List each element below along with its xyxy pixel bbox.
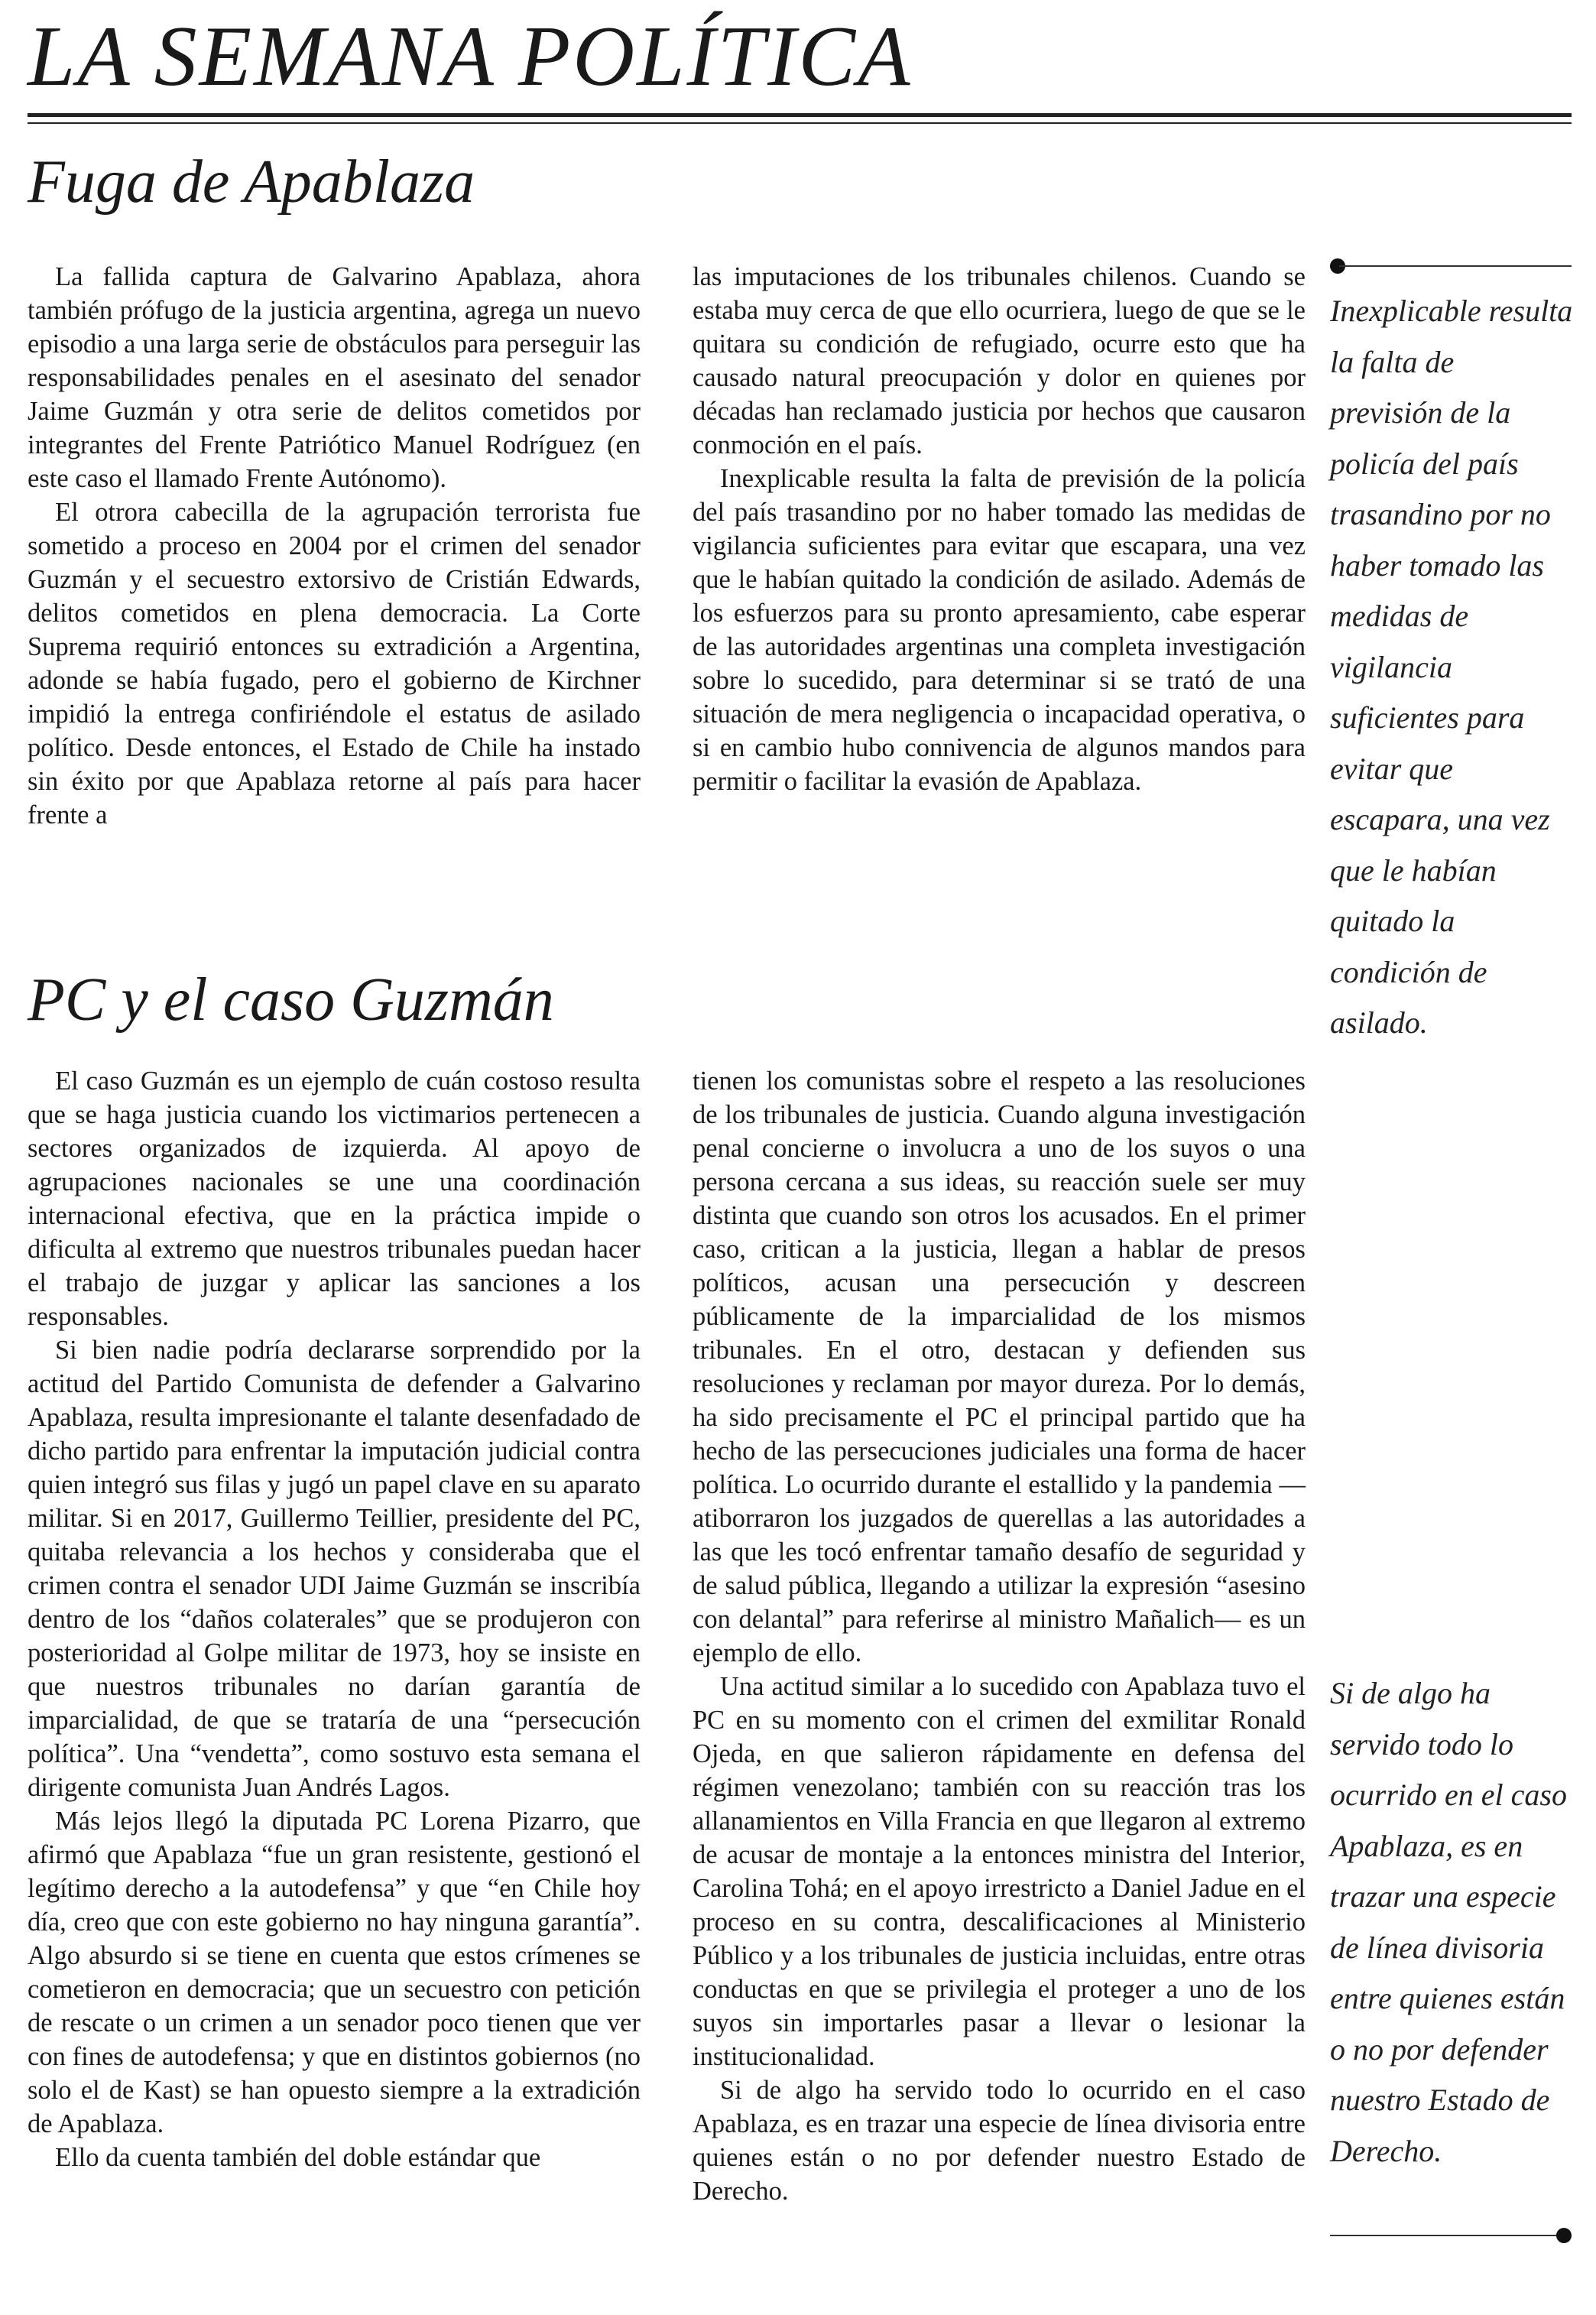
pullquote-2-text: Si de algo ha servido todo lo ocurrido en el caso Apablaza, es en trazar una especie de línea divisoria entre quienes están o no por defender nuestro Estado de Derecho. [1330, 1676, 1567, 2168]
section-title: LA SEMANA POLÍTICA [28, 9, 913, 104]
article2-paragraph: Ello da cuenta también del doble estándar que [55, 2143, 541, 2172]
article2-column-2 [693, 1064, 1306, 2208]
pullquote-bullet-icon [1556, 2228, 1572, 2243]
article2-paragraph: El caso Guzmán es un ejemplo de cuán costoso resulta que se haga justicia cuando los victimarios pertenecen a sectores organizados de izquierda. Al apoyo de agrupaciones nacionales se une una coordinación internacional efectiva, que en la práctica impide o dificulta al extremo que nuestros tribunales puedan hacer el trabajo de juzgar y aplicar las sanciones a los responsables. [28, 1067, 641, 1331]
article1-column-1 [28, 260, 641, 832]
pullquote-2 [1330, 1668, 1573, 2177]
pullquote-rule [1339, 265, 1572, 267]
pullquote-rule [1330, 2235, 1564, 2236]
article1-column-2 [693, 260, 1306, 798]
article2-paragraph: Si bien nadie podría declararse sorprendido por la actitud del Partido Comunista de defender a Galvarino Apablaza, resulta impresionante el talante desenfadado de dicho partido para enfrentar la imputación judicial contra quien integró sus filas y jugó un papel clave en su aparato militar. Si en 2017, Guillermo Teillier, presidente del PC, quitaba relevancia a los hechos y consideraba que el crimen contra el senador UDI Jaime Guzmán se inscribía dentro de los “daños colaterales” que se produjeron con posterioridad al Golpe militar de 1973, hoy se insiste en que nuestros tribunales no darían garantía de imparcialidad, de que se trataría de una “persecución política”. Una “vendetta”, como sostuvo esta semana el dirigente comunista Juan Andrés Lagos. [28, 1336, 641, 1802]
article2-paragraph: Si de algo ha servido todo lo ocurrido en el caso Apablaza, es en trazar una especie de línea divisoria entre quienes están o no por defender nuestro Estado de Derecho. [693, 2076, 1306, 2206]
article2-paragraph: tienen los comunistas sobre el respeto a las resoluciones de los tribunales de justicia. Cuando alguna investigación penal concierne o involucra a uno de los suyos o una persona cercana a sus ideas, su reacción suele ser muy distinta que cuando son otros los acusados. En el primer caso, critican a la justicia, llegan a hablar de presos políticos, acusan una persecución y descreen públicamente de la imparcialidad de los mismos tribunales. En el otro, destacan y defienden sus resoluciones y reclaman por mayor dureza. Por lo demás, ha sido precisamente el PC el principal partido que ha hecho de las persecuciones judiciales una forma de hacer política. Lo ocurrido durante el estallido y la pandemia —atiborraron los juzgados de querellas a las autoridades a las que les tocó enfrentar tamaño desafío de seguridad y de salud pública, llegando a utilizar la expresión “asesino con delantal” para referirse al ministro Mañalich— es un ejemplo de ello. [693, 1067, 1306, 1667]
article2-paragraph: Una actitud similar a lo sucedido con Apablaza tuvo el PC en su momento con el crimen del exmilitar Ronald Ojeda, en que salieron rápidamente en defensa del régimen venezolano; también con su reacción tras los allanamientos en Villa Francia en que llegaron al extremo de acusar de montaje a la entonces ministra del Interior, Carolina Tohá; en el apoyo irrestricto a Daniel Jadue en el proceso en su contra, descalificaciones al Ministerio Público y a los tribunales de justicia incluidas, entre otras conductas en que se privilegia el proteger a uno de los suyos sin importarles pasar a llevar o lesionar la institucionalidad. [693, 1672, 1306, 2071]
pullquote-1-text: Inexplicable resulta la falta de previsión de la policía del país trasandino por no haber tomado las medidas de vigilancia suficientes para evitar que escapara, una vez que le habían quitado la condición de asilado. [1330, 294, 1573, 1040]
article1-headline: Fuga de Apablaza [28, 148, 475, 216]
masthead-rule-thick [28, 113, 1572, 117]
article2-column-1 [28, 1064, 641, 2174]
article1-paragraph: La fallida captura de Galvarino Apablaza, ahora también prófugo de la justicia argentina, agrega un nuevo episodio a una larga serie de obstáculos para perseguir las responsabilidades penales en el asesinato del senador Jaime Guzmán y otra serie de delitos cometidos por integrantes del Frente Patriótico Manuel Rodríguez (en este caso el llamado Frente Autónomo). [28, 262, 641, 493]
article2-headline: PC y el caso Guzmán [28, 966, 554, 1034]
article1-paragraph: las imputaciones de los tribunales chilenos. Cuando se estaba muy cerca de que ello ocurriera, luego de que se le quitara su condición de refugiado, ocurre esto que ha causado natural preocupación y dolor en quienes por décadas han reclamado justicia por hechos que causaron conmoción en el país. [693, 262, 1306, 459]
masthead-rule-thin [28, 122, 1572, 124]
article2-paragraph: Más lejos llegó la diputada PC Lorena Pizarro, que afirmó que Apablaza “fue un gran resistente, gestionó el legítimo derecho a la autodefensa” y que “en Chile hoy día, creo que con este gobierno no hay ninguna garantía”. Algo absurdo si se tiene en cuenta que estos crímenes se cometieron en democracia; que un secuestro con petición de rescate o un crimen a un senador poco tienen que ver con fines de autodefensa; y que en distintos gobiernos (no solo el de Kast) se han opuesto siempre a la extradición de Apablaza. [28, 1807, 641, 2138]
article1-paragraph: El otrora cabecilla de la agrupación terrorista fue sometido a proceso en 2004 por el crimen del senador Guzmán y el secuestro extorsivo de Cristián Edwards, delitos cometidos en plena democracia. La Corte Suprema requirió entonces su extradición a Argentina, adonde se había fugado, pero el gobierno de Kirchner impidió la entrega confiriéndole el estatus de asilado político. Desde entonces, el Estado de Chile ha instado sin éxito por que Apablaza retorne al país para hacer frente a [28, 498, 641, 830]
pullquote-1 [1330, 286, 1573, 1049]
article1-paragraph: Inexplicable resulta la falta de previsión de la policía del país trasandino por no haber tomado las medidas de vigilancia suficientes para evitar que escapara, una vez que le habían quitado la condición de asilado. Además de los esfuerzos para su pronto apresamiento, cabe esperar de las autoridades argentinas una completa investigación sobre lo sucedido, para determinar si se trató de una situación de mera negligencia o incapacidad operativa, o si en cambio hubo connivencia de algunos mandos para permitir o facilitar la evasión de Apablaza. [693, 464, 1306, 796]
